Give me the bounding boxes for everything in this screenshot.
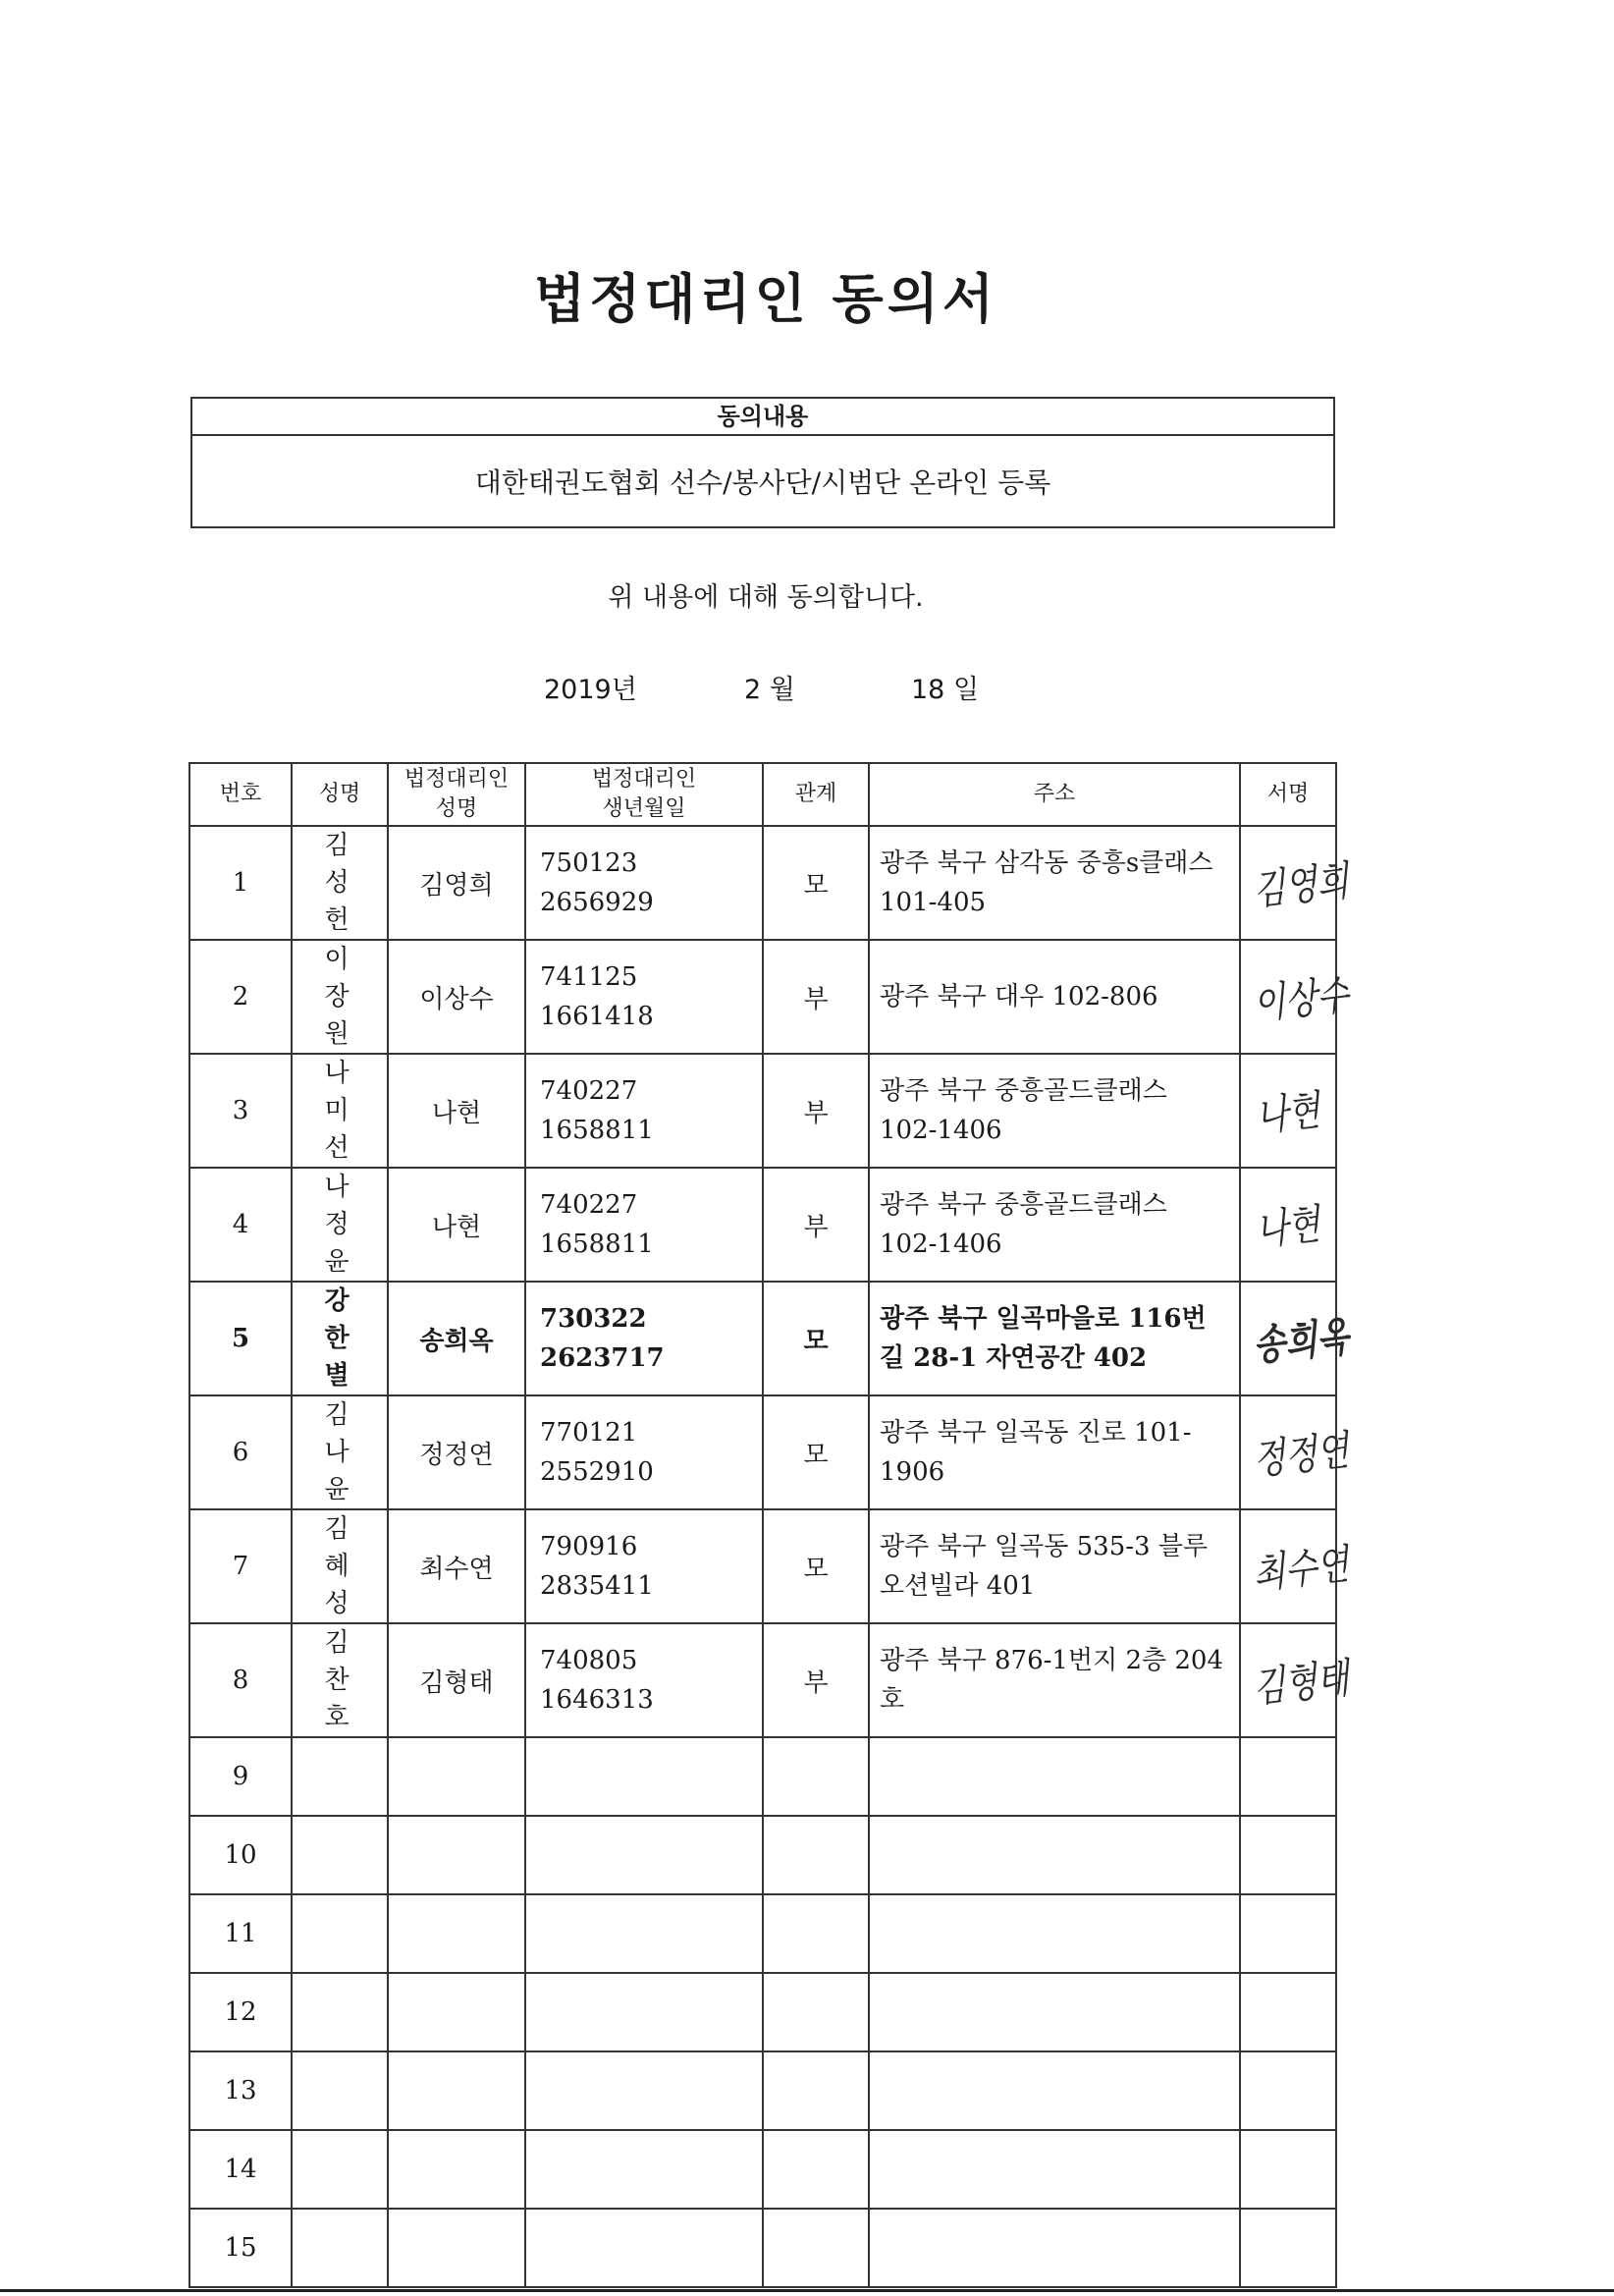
row-signature bbox=[1240, 1623, 1352, 1737]
row-signature bbox=[1240, 1282, 1352, 1395]
row-number: 13 bbox=[189, 2051, 292, 2130]
row-signature bbox=[1240, 1054, 1336, 1168]
row-student-name: 강 한 별 bbox=[292, 1282, 388, 1395]
document-title: 법정대리인 동의서 bbox=[533, 267, 998, 330]
row-guardian-name bbox=[388, 2130, 525, 2209]
row-relation: 부 bbox=[763, 1168, 869, 1282]
row-number: 8 bbox=[189, 1623, 292, 1737]
handwritten-signature: 이상수 bbox=[1251, 970, 1352, 1028]
row-signature bbox=[1240, 1395, 1352, 1509]
row-relation bbox=[763, 2051, 869, 2130]
row-number: 9 bbox=[189, 1737, 292, 1816]
row-relation bbox=[763, 2130, 869, 2209]
row-address: 광주 북구 876-1번지 2층 204호 bbox=[869, 1623, 1240, 1737]
row-address bbox=[869, 1737, 1240, 1816]
date-day: 18 일 bbox=[911, 675, 980, 705]
row-address bbox=[869, 1894, 1240, 1973]
header-rep-name: 법정대리인 성명 bbox=[388, 763, 525, 826]
row-relation: 부 bbox=[763, 1623, 869, 1737]
row-relation: 모 bbox=[763, 1395, 869, 1509]
row-guardian-name bbox=[388, 2051, 525, 2130]
row-student-name: 이 장 원 bbox=[292, 940, 388, 1054]
handwritten-signature: 송희옥 bbox=[1251, 1312, 1352, 1370]
row-student-name bbox=[292, 1973, 388, 2051]
row-address: 광주 북구 삼각동 중흥s클래스 101-405 bbox=[869, 826, 1240, 940]
table-row bbox=[189, 1973, 1336, 2051]
row-number: 6 bbox=[189, 1395, 292, 1509]
row-student-name bbox=[292, 2130, 388, 2209]
table-row bbox=[189, 1282, 1336, 1395]
header-relation: 관계 bbox=[763, 763, 869, 826]
row-relation: 모 bbox=[763, 1509, 869, 1623]
row-signature bbox=[1240, 1737, 1336, 1816]
row-student-name: 나 정 윤 bbox=[292, 1168, 388, 1282]
row-address bbox=[869, 2051, 1240, 2130]
row-address: 광주 북구 중흥골드클래스 102-1406 bbox=[869, 1168, 1240, 1282]
table-row bbox=[189, 1168, 1336, 1282]
row-guardian-name bbox=[388, 1737, 525, 1816]
row-student-name bbox=[292, 1737, 388, 1816]
row-relation bbox=[763, 1973, 869, 2051]
row-guardian-birth bbox=[525, 1816, 763, 1894]
table-row bbox=[189, 2130, 1336, 2209]
header-rep-birth: 법정대리인 생년월일 bbox=[525, 763, 763, 826]
row-student-name: 김 찬 호 bbox=[292, 1623, 388, 1737]
row-number: 4 bbox=[189, 1168, 292, 1282]
row-number: 15 bbox=[189, 2209, 292, 2287]
consent-content-header: 동의내용 bbox=[192, 399, 1333, 436]
row-guardian-birth: 740227 1658811 bbox=[525, 1168, 763, 1282]
table-row bbox=[189, 1894, 1336, 1973]
table-row bbox=[189, 1737, 1336, 1816]
row-student-name bbox=[292, 2209, 388, 2287]
table-row bbox=[189, 1816, 1336, 1894]
handwritten-signature: 김형태 bbox=[1251, 1654, 1352, 1712]
row-student-name bbox=[292, 1894, 388, 1973]
row-number: 2 bbox=[189, 940, 292, 1054]
row-student-name bbox=[292, 2051, 388, 2130]
header-no: 번호 bbox=[189, 763, 292, 826]
row-address: 광주 북구 일곡동 진로 101-1906 bbox=[869, 1395, 1240, 1509]
header-signature: 서명 bbox=[1240, 763, 1336, 826]
row-relation bbox=[763, 2209, 869, 2287]
row-guardian-name: 나현 bbox=[388, 1168, 525, 1282]
row-guardian-name: 정정연 bbox=[388, 1395, 525, 1509]
page-bottom-rule bbox=[0, 2289, 1614, 2292]
row-address: 광주 북구 일곡동 535-3 블루오션빌라 401 bbox=[869, 1509, 1240, 1623]
row-number: 11 bbox=[189, 1894, 292, 1973]
row-signature bbox=[1240, 2130, 1336, 2209]
row-address: 광주 북구 일곡마을로 116번길 28-1 자연공간 402 bbox=[869, 1282, 1240, 1395]
row-student-name bbox=[292, 1816, 388, 1894]
handwritten-signature: 나현 bbox=[1254, 1199, 1323, 1255]
row-guardian-birth: 741125 1661418 bbox=[525, 940, 763, 1054]
row-number: 5 bbox=[189, 1282, 292, 1395]
row-signature bbox=[1240, 1894, 1336, 1973]
row-address bbox=[869, 2209, 1240, 2287]
row-relation: 모 bbox=[763, 826, 869, 940]
row-guardian-birth bbox=[525, 2051, 763, 2130]
row-number: 1 bbox=[189, 826, 292, 940]
row-relation: 모 bbox=[763, 1282, 869, 1395]
table-row bbox=[189, 1054, 1336, 1168]
consent-content-body: 대한태권도협회 선수/봉사단/시범단 온라인 등록 bbox=[474, 466, 1051, 499]
row-address bbox=[869, 1816, 1240, 1894]
row-student-name: 나 미 선 bbox=[292, 1054, 388, 1168]
row-address bbox=[869, 1973, 1240, 2051]
row-guardian-name bbox=[388, 1973, 525, 2051]
consent-content-box bbox=[190, 397, 1335, 528]
row-signature bbox=[1240, 1973, 1336, 2051]
row-relation bbox=[763, 1816, 869, 1894]
row-signature bbox=[1240, 1168, 1336, 1282]
table-row bbox=[189, 1509, 1336, 1623]
table-row bbox=[189, 1623, 1336, 1737]
row-guardian-birth bbox=[525, 1737, 763, 1816]
row-signature bbox=[1240, 2051, 1336, 2130]
row-student-name: 김 성 헌 bbox=[292, 826, 388, 940]
table-row bbox=[189, 2051, 1336, 2130]
row-guardian-birth bbox=[525, 2130, 763, 2209]
row-guardian-name: 이상수 bbox=[388, 940, 525, 1054]
row-guardian-birth bbox=[525, 1894, 763, 1973]
handwritten-signature: 최수연 bbox=[1251, 1540, 1352, 1598]
row-number: 3 bbox=[189, 1054, 292, 1168]
row-relation bbox=[763, 1737, 869, 1816]
date-month: 2 월 bbox=[744, 675, 795, 705]
row-signature bbox=[1240, 940, 1352, 1054]
handwritten-signature: 정정연 bbox=[1251, 1426, 1352, 1484]
row-guardian-name bbox=[388, 1816, 525, 1894]
row-guardian-name: 나현 bbox=[388, 1054, 525, 1168]
date-year: 2019년 bbox=[544, 675, 637, 705]
row-address bbox=[869, 2130, 1240, 2209]
row-guardian-birth bbox=[525, 1973, 763, 2051]
header-address: 주소 bbox=[869, 763, 1240, 826]
row-guardian-name: 최수연 bbox=[388, 1509, 525, 1623]
row-guardian-birth: 750123 2656929 bbox=[525, 826, 763, 940]
row-student-name: 김 나 윤 bbox=[292, 1395, 388, 1509]
row-address: 광주 북구 중흥골드클래스 102-1406 bbox=[869, 1054, 1240, 1168]
guardian-table bbox=[188, 762, 1352, 2288]
row-guardian-name: 김형태 bbox=[388, 1623, 525, 1737]
row-number: 10 bbox=[189, 1816, 292, 1894]
row-guardian-birth: 740227 1658811 bbox=[525, 1054, 763, 1168]
row-guardian-birth: 790916 2835411 bbox=[525, 1509, 763, 1623]
row-number: 14 bbox=[189, 2130, 292, 2209]
row-relation: 부 bbox=[763, 940, 869, 1054]
row-relation bbox=[763, 1894, 869, 1973]
row-address: 광주 북구 대우 102-806 bbox=[869, 940, 1240, 1054]
row-relation: 부 bbox=[763, 1054, 869, 1168]
row-guardian-birth: 740805 1646313 bbox=[525, 1623, 763, 1737]
row-guardian-name bbox=[388, 2209, 525, 2287]
row-number: 7 bbox=[189, 1509, 292, 1623]
table-row bbox=[189, 2209, 1336, 2287]
table-row bbox=[189, 826, 1336, 940]
row-signature bbox=[1240, 2209, 1336, 2287]
row-signature bbox=[1240, 1509, 1352, 1623]
row-number: 12 bbox=[189, 1973, 292, 2051]
row-guardian-name bbox=[388, 1894, 525, 1973]
row-guardian-birth bbox=[525, 2209, 763, 2287]
handwritten-signature: 김영희 bbox=[1251, 856, 1352, 914]
header-name: 성명 bbox=[292, 763, 388, 826]
row-signature bbox=[1240, 1816, 1336, 1894]
row-student-name: 김 혜 성 bbox=[292, 1509, 388, 1623]
handwritten-signature: 나현 bbox=[1254, 1085, 1323, 1141]
row-guardian-birth: 770121 2552910 bbox=[525, 1395, 763, 1509]
row-signature bbox=[1240, 826, 1352, 940]
table-row bbox=[189, 1395, 1336, 1509]
row-guardian-name: 김영희 bbox=[388, 826, 525, 940]
table-row bbox=[189, 940, 1336, 1054]
agreement-statement: 위 내용에 대해 동의합니다. bbox=[608, 582, 924, 613]
table-header-row bbox=[189, 763, 1336, 826]
row-guardian-name: 송희옥 bbox=[388, 1282, 525, 1395]
row-guardian-birth: 730322 2623717 bbox=[525, 1282, 763, 1395]
